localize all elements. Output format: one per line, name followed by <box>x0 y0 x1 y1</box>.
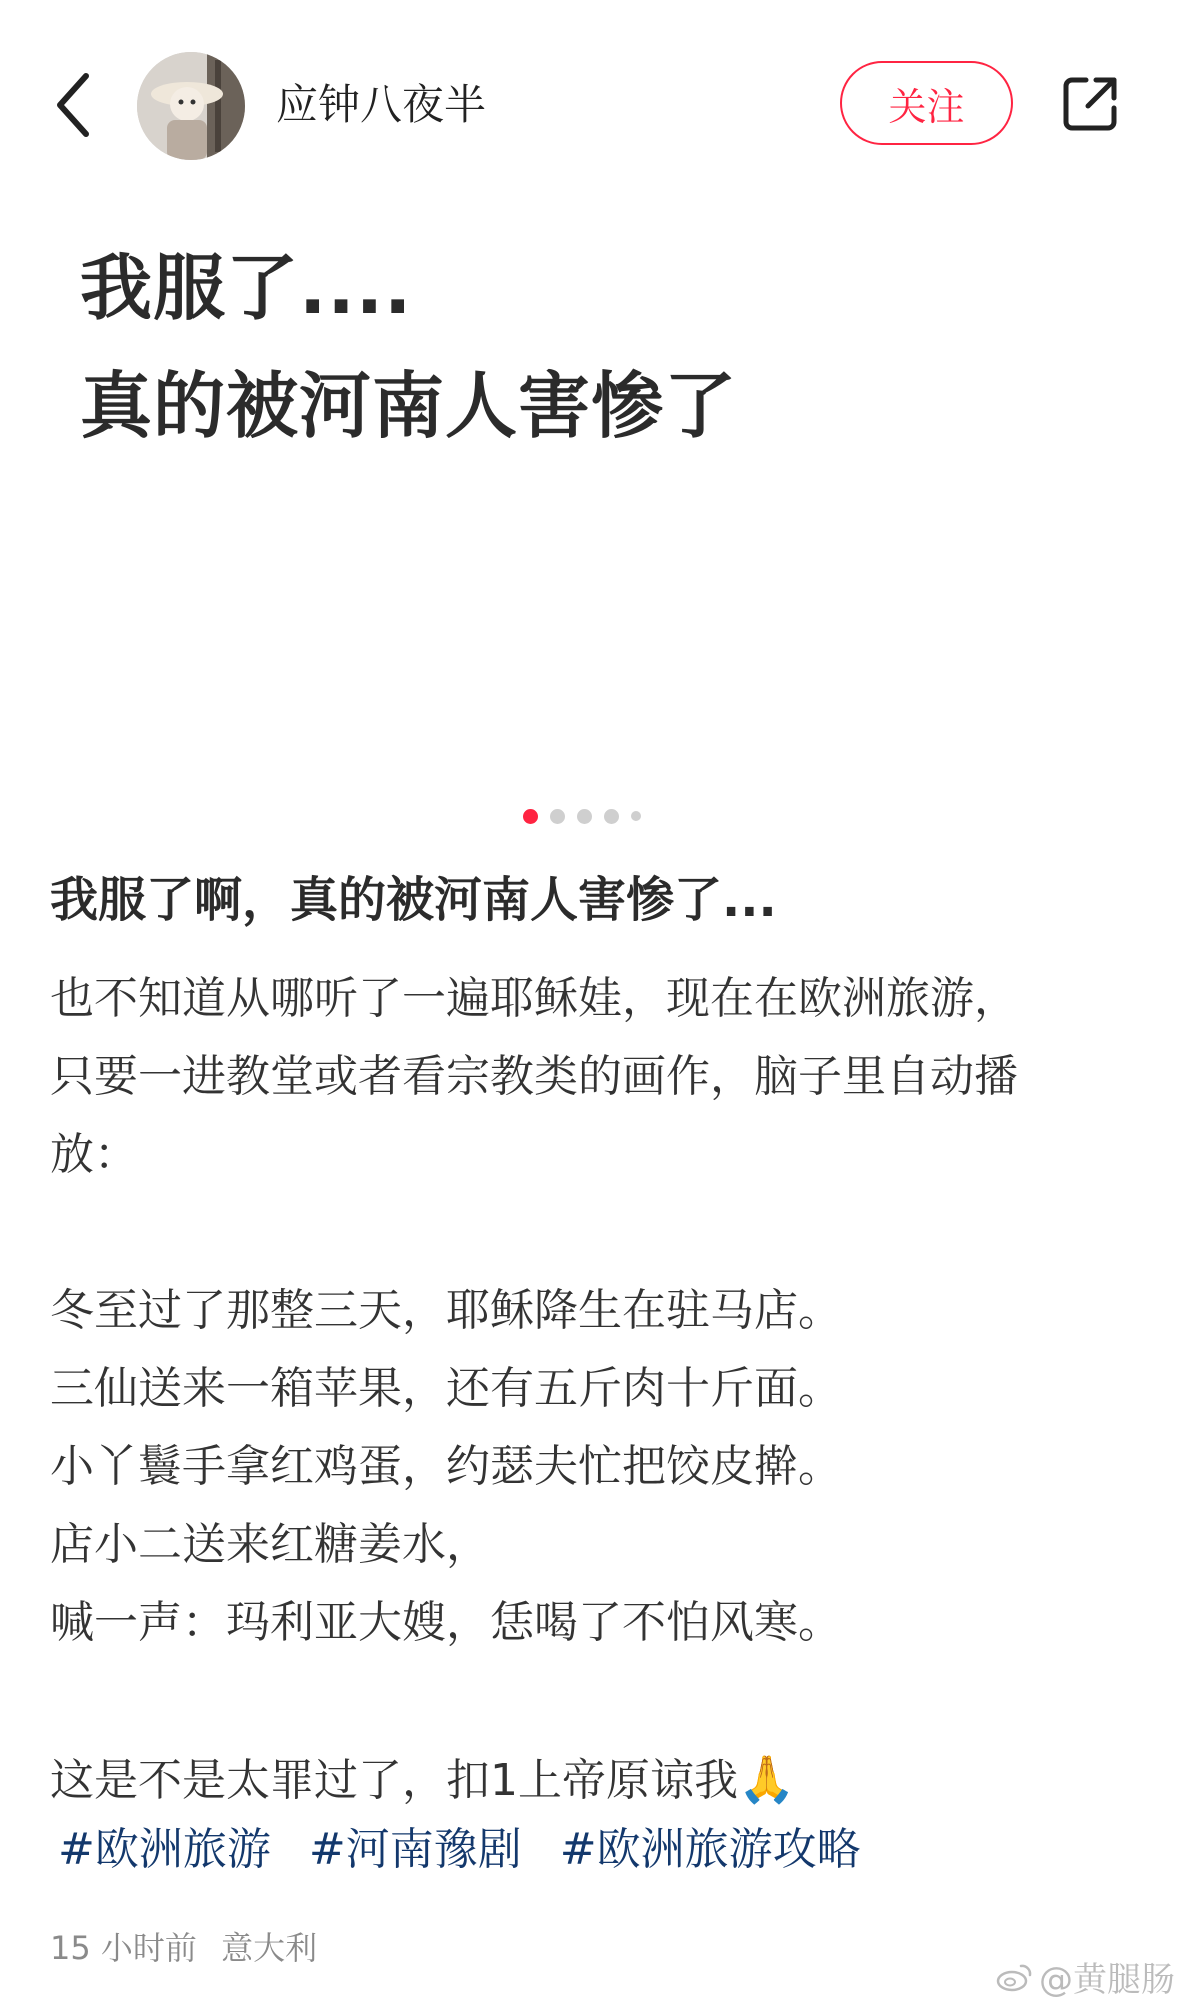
body-line <box>50 1662 1130 1740</box>
praying-hands-icon: 🙏 <box>738 1752 796 1806</box>
follow-button[interactable]: 关注 <box>840 61 1013 145</box>
avatar[interactable] <box>137 52 245 160</box>
carousel-dot <box>631 811 641 821</box>
body-line: 放： <box>50 1129 138 1180</box>
back-icon[interactable] <box>50 70 100 140</box>
body-line: 店小二送来红糖姜水， <box>50 1519 490 1570</box>
carousel-dot <box>604 809 619 824</box>
top-bar <box>0 0 1179 210</box>
carousel-dot <box>550 809 565 824</box>
hashtag-list <box>58 1818 861 1882</box>
carousel-indicator[interactable] <box>523 808 641 824</box>
hashtag-link[interactable]: #欧洲旅游攻略 <box>559 1824 861 1875</box>
hashtag-link[interactable]: #河南豫剧 <box>308 1824 522 1875</box>
body-line: 只要一进教堂或者看宗教类的画作，脑子里自动播 <box>50 1051 1018 1102</box>
hashtag-link[interactable]: #欧洲旅游 <box>58 1824 271 1875</box>
share-icon[interactable] <box>1060 74 1120 134</box>
body-line: 小丫鬟手拿红鸡蛋，约瑟夫忙把饺皮擀。 <box>50 1441 842 1492</box>
cover-image[interactable] <box>0 210 1179 790</box>
cover-text-line-1: 我服了.... <box>80 246 413 330</box>
body-line <box>50 1194 1130 1272</box>
cover-text-line-2: 真的被河南人害惨了 <box>80 364 738 448</box>
watermark <box>995 1952 1175 2001</box>
body-line: 冬至过了那整三天，耶稣降生在驻马店。 <box>50 1285 842 1336</box>
note-body <box>50 960 1130 1818</box>
author-name[interactable]: 应钟八夜半 <box>276 80 487 129</box>
body-line: 喊一声：玛利亚大嫂，恁喝了不怕风寒。 <box>50 1597 842 1648</box>
carousel-dot <box>523 809 538 824</box>
note-title: 我服了啊，真的被河南人害惨了... <box>50 872 777 928</box>
post-meta <box>50 1923 317 1969</box>
post-time: 15 小时前 <box>50 1929 197 1967</box>
body-line-closing <box>50 1740 1130 1818</box>
weibo-icon <box>995 1962 1033 1992</box>
carousel-dot <box>577 809 592 824</box>
body-line: 三仙送来一箱苹果，还有五斤肉十斤面。 <box>50 1363 842 1414</box>
body-line: 也不知道从哪听了一遍耶稣娃，现在在欧洲旅游， <box>50 973 1018 1024</box>
body-line-text: 这是不是太罪过了，扣1上帝原谅我 <box>50 1755 738 1806</box>
watermark-text: @黄腿肠 <box>1039 1960 1175 2000</box>
post-location: 意大利 <box>221 1929 318 1967</box>
